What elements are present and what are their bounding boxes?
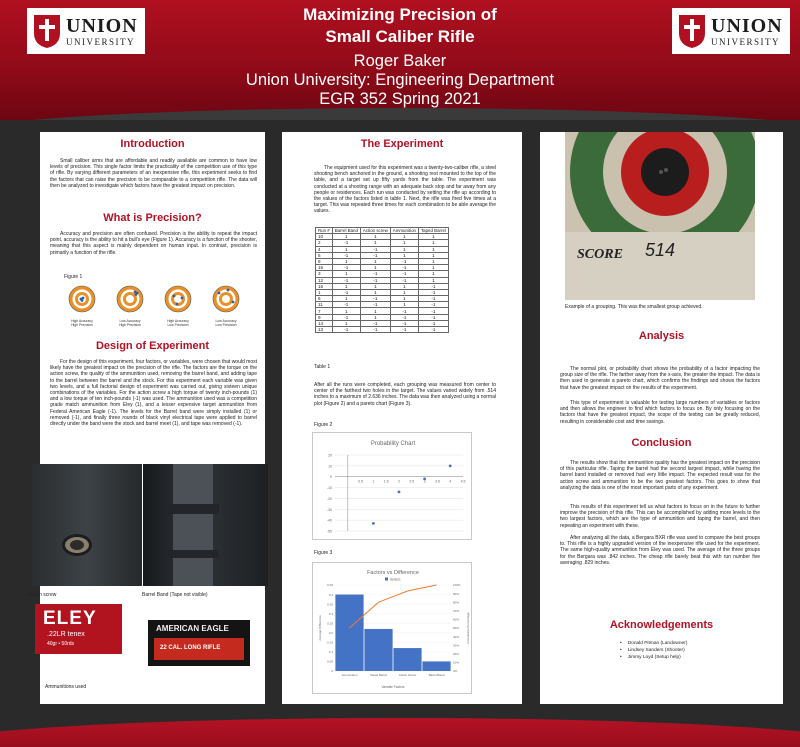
y-tick-label: 0.05 xyxy=(327,659,333,664)
analysis-text-2: This type of experiment is valuable for testing large numbers of variables or factors and then allows the engineer to find which factors to focus on. By only focusing on the factors that have the greatest impact, the scope of the testing can be greatly reduced, resulting in considerable cost and time savings. xyxy=(560,400,760,425)
table-cell: -1 xyxy=(360,252,390,258)
table-cell: -1 xyxy=(418,314,448,320)
table-cell: 11 xyxy=(316,302,333,308)
target-2 xyxy=(115,284,145,327)
poster-header xyxy=(0,0,800,120)
precision-text: Accuracy and precision are often confused. Precision is the ability to repeat the impact point, accuracy is the ability to hit a bull's eye (Figure 1). Accuracy is a function of the shooter, meaning that this aspect is mainly dependent on human input. In contrast, precision is primarily a function of the rifle. xyxy=(50,231,257,256)
conclusion-text-3: After analyzing all the data, a Bergara BXR rifle was used to compare the best groups to. This rifle is a highly upgraded version of the inexpensive rifle used for the experiment. The same high-quality ammunition from Eley was used. The average of the three groups for the Bergara was .842 inches. The cheap rifle barely beat this with run number five averaging .829 inches. xyxy=(560,535,760,566)
table-cell: -1 xyxy=(390,271,418,277)
table-cell: 1 xyxy=(418,240,448,246)
ack-item: • Jimmy Loyd (Setup help) xyxy=(620,654,687,661)
table-cell: -1 xyxy=(390,258,418,264)
target-1-line2: High Precision xyxy=(71,323,93,327)
table-cell: 1 xyxy=(390,289,418,295)
poster-title xyxy=(200,4,600,48)
table-cell: -1 xyxy=(418,320,448,326)
x-axis-label: Variable Factors xyxy=(381,685,405,689)
y-tick-label: 0.15 xyxy=(327,640,333,645)
author-name: Roger Baker xyxy=(353,52,447,70)
design-text: For the design of this experiment, four factors, or variables, were chosen that would most likely have the greatest impact on the precision of the rifle. The factors are the torque on the action screw, the quality of the ammunition used, removing the barrel band, and adding tape to the barrel between the barrel and the stock. For this experiment each variable was given two levels, and a full factorial design of experiment was carried out, giving sixteen unique combinations of the variables. For the action screw a high torque of twenty inch-pounds (1) and a low torque of ten inch-pounds (-1) was used. The ammunition used was a competition grade match ammunition from Eley (1), and a lesser expensive target ammunition from Federal American Eagle (-1). The levels for the Barrel band were simply installed (1) or removed (-1), and finally three rounds of black vinyl electrical tape were applied to barrel directly under the band were the stock and barrel meet (1), and tape was removed (-1). xyxy=(50,359,257,428)
table-cell: 1 xyxy=(360,258,390,264)
union-logo-right xyxy=(672,8,790,54)
table-cell: 1 xyxy=(418,277,448,283)
precision-targets-figure xyxy=(67,284,247,330)
table-cell: -1 xyxy=(360,302,390,308)
affiliation: Union University: Engineering Department xyxy=(245,71,555,89)
x-tick-label: 2 xyxy=(398,479,400,484)
ae-brand: AMERICAN EAGLE xyxy=(156,624,229,633)
university-crest-icon xyxy=(677,13,707,49)
table-cell: 1 xyxy=(332,258,360,264)
eley-ammo-photo xyxy=(35,604,122,654)
y-tick-label: 0.3 xyxy=(328,611,333,616)
target-number: 514 xyxy=(645,240,676,260)
target-3 xyxy=(163,284,193,327)
table-cell: 1 xyxy=(390,252,418,258)
poster-footer xyxy=(0,712,800,747)
target-icon xyxy=(163,284,193,314)
table-cell: -1 xyxy=(390,320,418,326)
table-cell: 1 xyxy=(332,296,360,302)
figure1-label: Figure 1 xyxy=(64,274,83,280)
barrel-band-caption: Barrel Band (Tape not visible) xyxy=(142,592,208,598)
table-row xyxy=(316,327,449,333)
table-cell: -1 xyxy=(332,240,360,246)
action-screw-photo xyxy=(32,464,142,586)
table-cell: -1 xyxy=(332,289,360,295)
table-cell: 1 xyxy=(418,246,448,252)
y-tick-label: 0 xyxy=(330,475,332,480)
x-tick-label: Barrel Band xyxy=(428,673,445,677)
y-tick-label: 0 xyxy=(331,669,333,674)
table-cell: -1 xyxy=(418,283,448,289)
table-cell: 1 xyxy=(332,283,360,289)
target-1 xyxy=(67,284,97,327)
y-axis-label: Average Difference xyxy=(318,615,322,641)
intro-heading: Introduction xyxy=(120,138,185,150)
pareto-chart-box xyxy=(312,562,472,694)
bar xyxy=(422,661,450,671)
university-crest-icon xyxy=(32,13,62,49)
y-tick-label: 0.35 xyxy=(327,602,333,607)
analysis-text-1: The normal plot, or probability chart shows the probability of a factor impacting the group size of the rifle. The farther away from the x-axis, the greater the impact. The data is then used to generate a pareto chart, which confirms the findings and shows the factors that have the greatest impact on the results of the experiment. xyxy=(560,366,760,391)
x-tick-label: 3 xyxy=(423,479,426,484)
x-tick-label: 4.5 xyxy=(460,479,466,484)
target-4-line1: Low Accuracy xyxy=(215,319,237,323)
experiment-text: The equipment used for this experiment was a twenty-two-caliber rifle, a steel shooting bench anchored in the ground, a shooting rest mounted to the top of the table, and a target set up fifty yards from the table. The experiment was conducted at a shooting range with an adequate back stop and far away from any people or residences. Each run was conducted by setting the rifle up according to the values of the factors listed in table 1. Next, the rifle was fired five times at a target. This was repeated three times for each combination to be able average the values. xyxy=(314,165,496,215)
table-cell: 15 xyxy=(316,265,333,271)
run-table xyxy=(315,227,449,333)
table-cell: -1 xyxy=(418,296,448,302)
y-tick-label: -10 xyxy=(326,486,332,491)
x-tick-label: Taped Barrel xyxy=(369,673,388,677)
table-header: Action screw xyxy=(360,228,390,234)
table-cell: 3 xyxy=(316,271,333,277)
table-cell: 1 xyxy=(390,246,418,252)
bar xyxy=(335,595,363,671)
ack-heading: Acknowledgements xyxy=(609,619,714,631)
table-cell: 1 xyxy=(360,283,390,289)
x-tick-label: Action Screw xyxy=(398,673,417,677)
y2-tick-label: 20% xyxy=(453,652,460,656)
table-cell: 1 xyxy=(418,265,448,271)
y-tick-label: 0.45 xyxy=(327,583,333,588)
conclusion-heading: Conclusion xyxy=(631,437,692,449)
table-cell: 1 xyxy=(390,234,418,240)
logo-sub: UNIVERSITY xyxy=(711,36,780,47)
shooting-target-icon xyxy=(565,132,755,300)
target-4-line2: Low Precision xyxy=(215,323,237,327)
after-runs-text: After all the runs were completed, each grouping was measured from center to center of the farthest two holes in the target. The values varied widely from .514 inches to a maximum of 2.636 inches. The data was then analyzed using a normal plot (Figure 2) and a pareto chart (Figure 3). xyxy=(314,382,496,407)
grouping-target-photo xyxy=(565,132,755,300)
y-tick-label: 0.2 xyxy=(328,630,333,635)
x-tick-label: Ammunition xyxy=(341,673,358,677)
pareto-chart xyxy=(313,563,473,695)
y2-tick-label: 80% xyxy=(453,600,460,605)
y-tick-label: 0.4 xyxy=(328,592,333,597)
table-cell: 1 xyxy=(418,258,448,264)
author-block xyxy=(150,52,650,109)
table-cell: -1 xyxy=(418,327,448,333)
table-cell: 1 xyxy=(332,271,360,277)
chart-title: Probability Chart xyxy=(370,441,416,447)
table-cell: 1 xyxy=(390,302,418,308)
table-cell: 1 xyxy=(316,289,333,295)
table-cell: 1 xyxy=(332,320,360,326)
table-cell: -1 xyxy=(332,277,360,283)
table-cell: -1 xyxy=(360,271,390,277)
table-cell: 1 xyxy=(390,296,418,302)
table-header: Run # xyxy=(316,228,333,234)
x-tick-label: 0.5 xyxy=(358,479,364,484)
table-header: Barrel Band xyxy=(332,228,360,234)
probability-chart-box xyxy=(312,432,472,540)
table-label: Table 1 xyxy=(314,364,331,370)
y2-tick-label: 90% xyxy=(453,591,460,596)
y-tick-label: -40 xyxy=(326,518,332,523)
figure2-label: Figure 2 xyxy=(314,422,333,428)
table-cell: -1 xyxy=(360,296,390,302)
experiment-heading: The Experiment xyxy=(360,138,444,150)
eley-brand: ELEY xyxy=(43,608,97,629)
y-tick-label: -50 xyxy=(326,529,332,534)
table-cell: -1 xyxy=(418,289,448,295)
table-cell: 1 xyxy=(332,246,360,252)
data-point xyxy=(372,522,375,525)
table-cell: -1 xyxy=(332,252,360,258)
y2-axis-label: Cumulative Percentage xyxy=(466,612,470,644)
table-cell: 10 xyxy=(316,234,333,240)
course: EGR 352 Spring 2021 xyxy=(319,90,481,108)
table-cell: -1 xyxy=(418,308,448,314)
data-point xyxy=(398,491,401,494)
y2-tick-label: 50% xyxy=(453,626,460,631)
title-line-1: Maximizing Precision of xyxy=(303,5,497,24)
table-cell: -1 xyxy=(390,327,418,333)
table-cell: 13 xyxy=(316,327,333,333)
target-icon xyxy=(211,284,241,314)
table-cell: 4 xyxy=(316,246,333,252)
ack-list xyxy=(620,640,687,661)
column-2 xyxy=(282,132,522,704)
y-tick-label: 20 xyxy=(328,453,332,458)
x-tick-label: 1.5 xyxy=(383,479,389,484)
y-tick-label: 0.25 xyxy=(327,621,333,626)
target-3-line1: High Accuracy xyxy=(167,319,189,323)
table-cell: 9 xyxy=(316,314,333,320)
target-icon xyxy=(67,284,97,314)
logo-name: UNION xyxy=(66,14,138,37)
table-cell: 1 xyxy=(332,234,360,240)
table-cell: -1 xyxy=(332,265,360,271)
table-cell: -1 xyxy=(418,302,448,308)
table-cell: -1 xyxy=(390,314,418,320)
table-cell: 2 xyxy=(316,240,333,246)
table-cell: 16 xyxy=(316,283,333,289)
grouping-caption: Example of a grouping. This was the smallest group achieved. xyxy=(565,304,703,310)
legend-label: Series1 xyxy=(390,577,401,582)
table-cell: -1 xyxy=(332,327,360,333)
table-cell: 1 xyxy=(360,265,390,271)
y-tick-label: 10 xyxy=(328,464,332,469)
barrel-band-photo xyxy=(143,464,268,586)
table-cell: 1 xyxy=(360,308,390,314)
table-cell: -1 xyxy=(360,320,390,326)
table-cell: 1 xyxy=(418,271,448,277)
table-cell: 1 xyxy=(390,240,418,246)
target-brand: SCORE xyxy=(577,247,623,262)
figure3-label: Figure 3 xyxy=(314,550,333,556)
design-heading: Design of Experiment xyxy=(95,340,210,352)
logo-sub: UNIVERSITY xyxy=(66,36,135,47)
eley-line2: 40gr • 50rds xyxy=(47,641,75,647)
data-point xyxy=(449,464,452,467)
intro-text: Small caliber arms that are affordable and readily available are common to have low levels of precision. This single factor limits the practicality of the competition use of this type of rifle. By varying different parameters of an inexpensive rifle, this experiment seeks to find the factors that can raise the precision to be comparable to a competition rifle. The data will then be analyzed to investigate which factors have the greatest impact on precision. xyxy=(50,158,257,189)
table-cell: 1 xyxy=(418,252,448,258)
x-tick-label: 4 xyxy=(449,479,452,484)
y2-tick-label: 70% xyxy=(453,609,460,613)
y2-tick-label: 30% xyxy=(453,643,460,648)
y2-tick-label: 0% xyxy=(453,669,458,674)
precision-heading: What is Precision? xyxy=(103,212,202,224)
ack-item: • Lindsey Sanders (Shooter) xyxy=(620,647,687,654)
logo-name: UNION xyxy=(711,14,783,37)
table-cell: 1 xyxy=(360,234,390,240)
table-cell: 1 xyxy=(390,283,418,289)
column-1 xyxy=(28,132,265,704)
table-cell: -1 xyxy=(360,277,390,283)
union-logo-left xyxy=(27,8,145,54)
target-icon xyxy=(115,284,145,314)
bar xyxy=(393,648,421,671)
analysis-heading: Analysis xyxy=(638,330,685,342)
table-cell: -1 xyxy=(332,302,360,308)
probability-chart xyxy=(313,433,473,541)
legend-swatch xyxy=(385,578,388,581)
target-2-line2: High Precision xyxy=(119,323,141,327)
ammo-caption: Ammunitions used xyxy=(45,684,87,690)
table-cell: 14 xyxy=(316,320,333,326)
table-cell: -1 xyxy=(390,308,418,314)
y-tick-label: 0.1 xyxy=(328,650,333,655)
table-cell: 5 xyxy=(316,252,333,258)
y2-tick-label: 60% xyxy=(453,617,460,622)
conclusion-text-2: This results of this experiment tell us what factors to focus on in the future to further improve the precision of this rifle. This can be accomplished by adding more levels to the two largest factors, which are the type of ammunition and taping the barrel, and then repeating an experiment with these. xyxy=(560,504,760,529)
chart-title: Factors vs Difference xyxy=(367,570,419,576)
x-tick-label: 2.5 xyxy=(409,479,415,484)
table-cell: -1 xyxy=(360,246,390,252)
american-eagle-ammo-photo xyxy=(148,620,250,666)
target-3-line2: Low Precision xyxy=(167,323,189,327)
table-cell: 12 xyxy=(316,277,333,283)
table-cell: -1 xyxy=(390,277,418,283)
title-line-2: Small Caliber Rifle xyxy=(325,27,475,46)
x-tick-label: 3.5 xyxy=(434,479,440,484)
y2-tick-label: 40% xyxy=(453,634,460,639)
conclusion-text-1: The results show that the ammunition quality has the greatest impact on the precision of this particular rifle. Taping the barrel had the second largest impact, while having the barrel band installed or removed had very little impact. The expected result was for the action screw and ammunition to be the two greatest factors. This goes to show that analyzing the data is one of the most important parts of any experiment. xyxy=(560,460,760,491)
ae-line1: 22 CAL. LONG RIFLE xyxy=(160,645,221,651)
table-cell: -1 xyxy=(360,327,390,333)
target-4 xyxy=(211,284,241,327)
y2-tick-label: 10% xyxy=(453,660,460,665)
data-point xyxy=(423,477,426,480)
table-cell: 1 xyxy=(360,240,390,246)
table-cell: 1 xyxy=(360,314,390,320)
ack-item: • Donald Pitman (Landowner) xyxy=(620,640,687,647)
table-cell: 7 xyxy=(316,308,333,314)
column-3 xyxy=(540,132,783,704)
action-screw-caption: Action screw xyxy=(28,592,57,598)
bar xyxy=(364,629,392,671)
y-tick-label: -30 xyxy=(326,507,332,512)
table-cell: -1 xyxy=(390,265,418,271)
table-cell: 1 xyxy=(418,234,448,240)
table-cell: -1 xyxy=(332,314,360,320)
target-2-line1: Low Accuracy xyxy=(119,319,141,323)
eley-line1: .22LR tenex xyxy=(47,631,85,638)
target-1-line1: High Accuracy xyxy=(71,319,93,323)
table-cell: 1 xyxy=(360,289,390,295)
table-cell: 8 xyxy=(316,258,333,264)
y2-tick-label: 100% xyxy=(453,583,461,588)
table-header: Taped Barrel xyxy=(418,228,448,234)
table-header: Ammunition xyxy=(390,228,418,234)
y-tick-label: -20 xyxy=(326,496,332,501)
table-cell: 6 xyxy=(316,296,333,302)
table-cell: 1 xyxy=(332,308,360,314)
x-tick-label: 1 xyxy=(372,479,375,484)
